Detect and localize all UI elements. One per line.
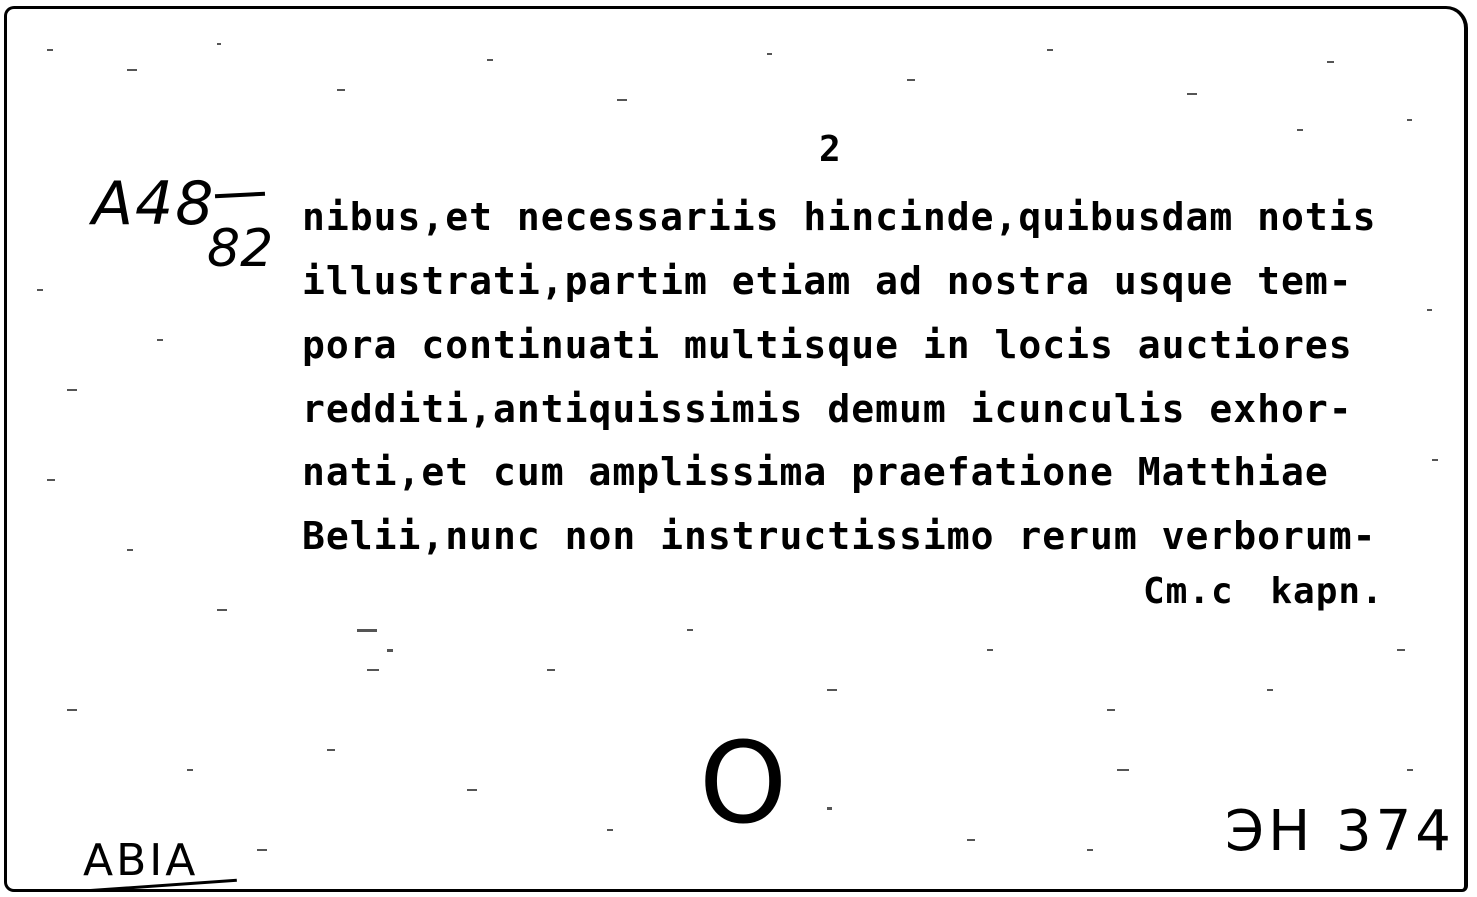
text-line: pora continuati multisque in locis auctiores [302, 323, 1353, 367]
shelf-mark-top: А48 [92, 169, 216, 239]
text-line: nati,et cum amplissima praefatione Matthiae [302, 450, 1329, 494]
inventory-number: ЭН 374 [1225, 799, 1455, 864]
text-line: Belii,nunc non instructissimo rerum verborum- [302, 514, 1377, 558]
page-number: 2 [819, 129, 842, 170]
corner-mark: ABIA [83, 835, 199, 886]
shelf-mark-rule [215, 192, 265, 199]
see-card-note: Cm.c kapn. [1143, 571, 1384, 612]
shelf-mark-bottom: 82 [207, 219, 274, 279]
text-line: illustrati,partim etiam ad nostra usque tem- [302, 259, 1353, 303]
text-line: redditi,antiquissimis demum icunculis exhor- [302, 387, 1353, 431]
text-line: nibus,et necessariis hincinde,quibusdam notis [302, 195, 1377, 239]
catalog-card [4, 6, 1468, 892]
circled-letter: O [699, 719, 788, 849]
